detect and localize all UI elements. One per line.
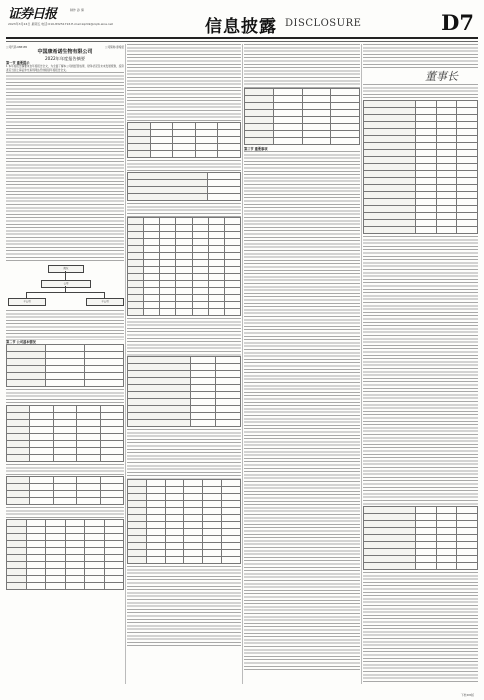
org-box-right: 子公司 <box>86 298 124 306</box>
body-text-block <box>363 44 478 68</box>
announcement-table-2 <box>363 506 478 570</box>
masthead <box>0 0 484 46</box>
masthead-rule <box>6 37 478 39</box>
intro-paragraph: 1 本年度报告摘要来自年度报告全文，为全面了解本公司的经营成果、财务状况及未来发展规划，投资者应当到上海证券交易所网站仔细阅读年度报告全文。 <box>6 65 124 72</box>
section-heading: 第二节 公司基本情况 <box>6 340 36 345</box>
company-name: 中国康希诺生物有限公司 <box>37 49 93 56</box>
org-chart <box>6 264 124 308</box>
column-divider <box>125 44 126 684</box>
research-table <box>244 88 360 145</box>
body-text-block <box>127 318 241 356</box>
body-text-block <box>363 84 478 100</box>
column-divider <box>242 44 243 684</box>
announcement-table-1 <box>363 100 478 234</box>
body-text-block <box>6 464 124 476</box>
continued-note: 下转D8版 <box>460 693 474 697</box>
page-number: D7 <box>441 10 474 35</box>
body-text-block <box>127 160 241 172</box>
report-title: 2022年年度报告摘要 <box>45 55 85 61</box>
summary-table <box>127 172 241 201</box>
edition-info: 制作 孙 倩 <box>70 8 84 12</box>
section-heading: 第三节 重要事项 <box>244 147 268 151</box>
company-info-table <box>6 344 124 387</box>
column-4 <box>363 44 478 684</box>
section-heading: 第一节 重要提示 <box>6 61 30 66</box>
body-text-block <box>6 72 124 262</box>
chairman-signature: 董事长 <box>425 70 458 83</box>
related-party-table <box>127 217 241 316</box>
guarantee-table <box>127 356 241 427</box>
column-2 <box>127 44 241 684</box>
stock-name: 公司简称:康希诺 <box>104 46 124 49</box>
column-3 <box>244 44 360 684</box>
stock-code: 公司代码:688185 <box>6 46 28 49</box>
shareholder-table <box>6 519 124 590</box>
org-box-middle: 公司 <box>41 280 91 288</box>
newspaper-logo: 证券日报 <box>8 7 57 22</box>
body-text-block <box>127 203 241 217</box>
body-text-block <box>6 310 124 340</box>
body-text-block <box>363 236 478 506</box>
body-text-block <box>127 566 241 646</box>
financial-data-table <box>6 405 124 462</box>
column-divider <box>361 44 362 684</box>
org-box-top: 股东 <box>48 265 84 273</box>
masthead-rule-thin <box>6 41 478 42</box>
section-title-cn: 信息披露 <box>205 17 277 37</box>
quarterly-data-table <box>6 476 124 505</box>
contract-table <box>127 122 241 158</box>
section-title-en: DISCLOSURE <box>285 18 362 29</box>
body-text-block <box>127 44 241 122</box>
body-text-block <box>244 44 360 88</box>
body-text-block <box>127 429 241 479</box>
body-text-block <box>244 151 360 671</box>
column-1 <box>6 44 124 684</box>
investment-table <box>127 479 241 564</box>
body-text-block <box>6 507 124 519</box>
publication-info: 2023年3月24日 星期五 电话:010-83251716 E-mail:zqrb9@zqrb.sina.net <box>8 22 113 26</box>
org-box-left: 子公司 <box>8 298 46 306</box>
body-text-block <box>6 389 124 405</box>
body-text-block <box>363 572 478 684</box>
